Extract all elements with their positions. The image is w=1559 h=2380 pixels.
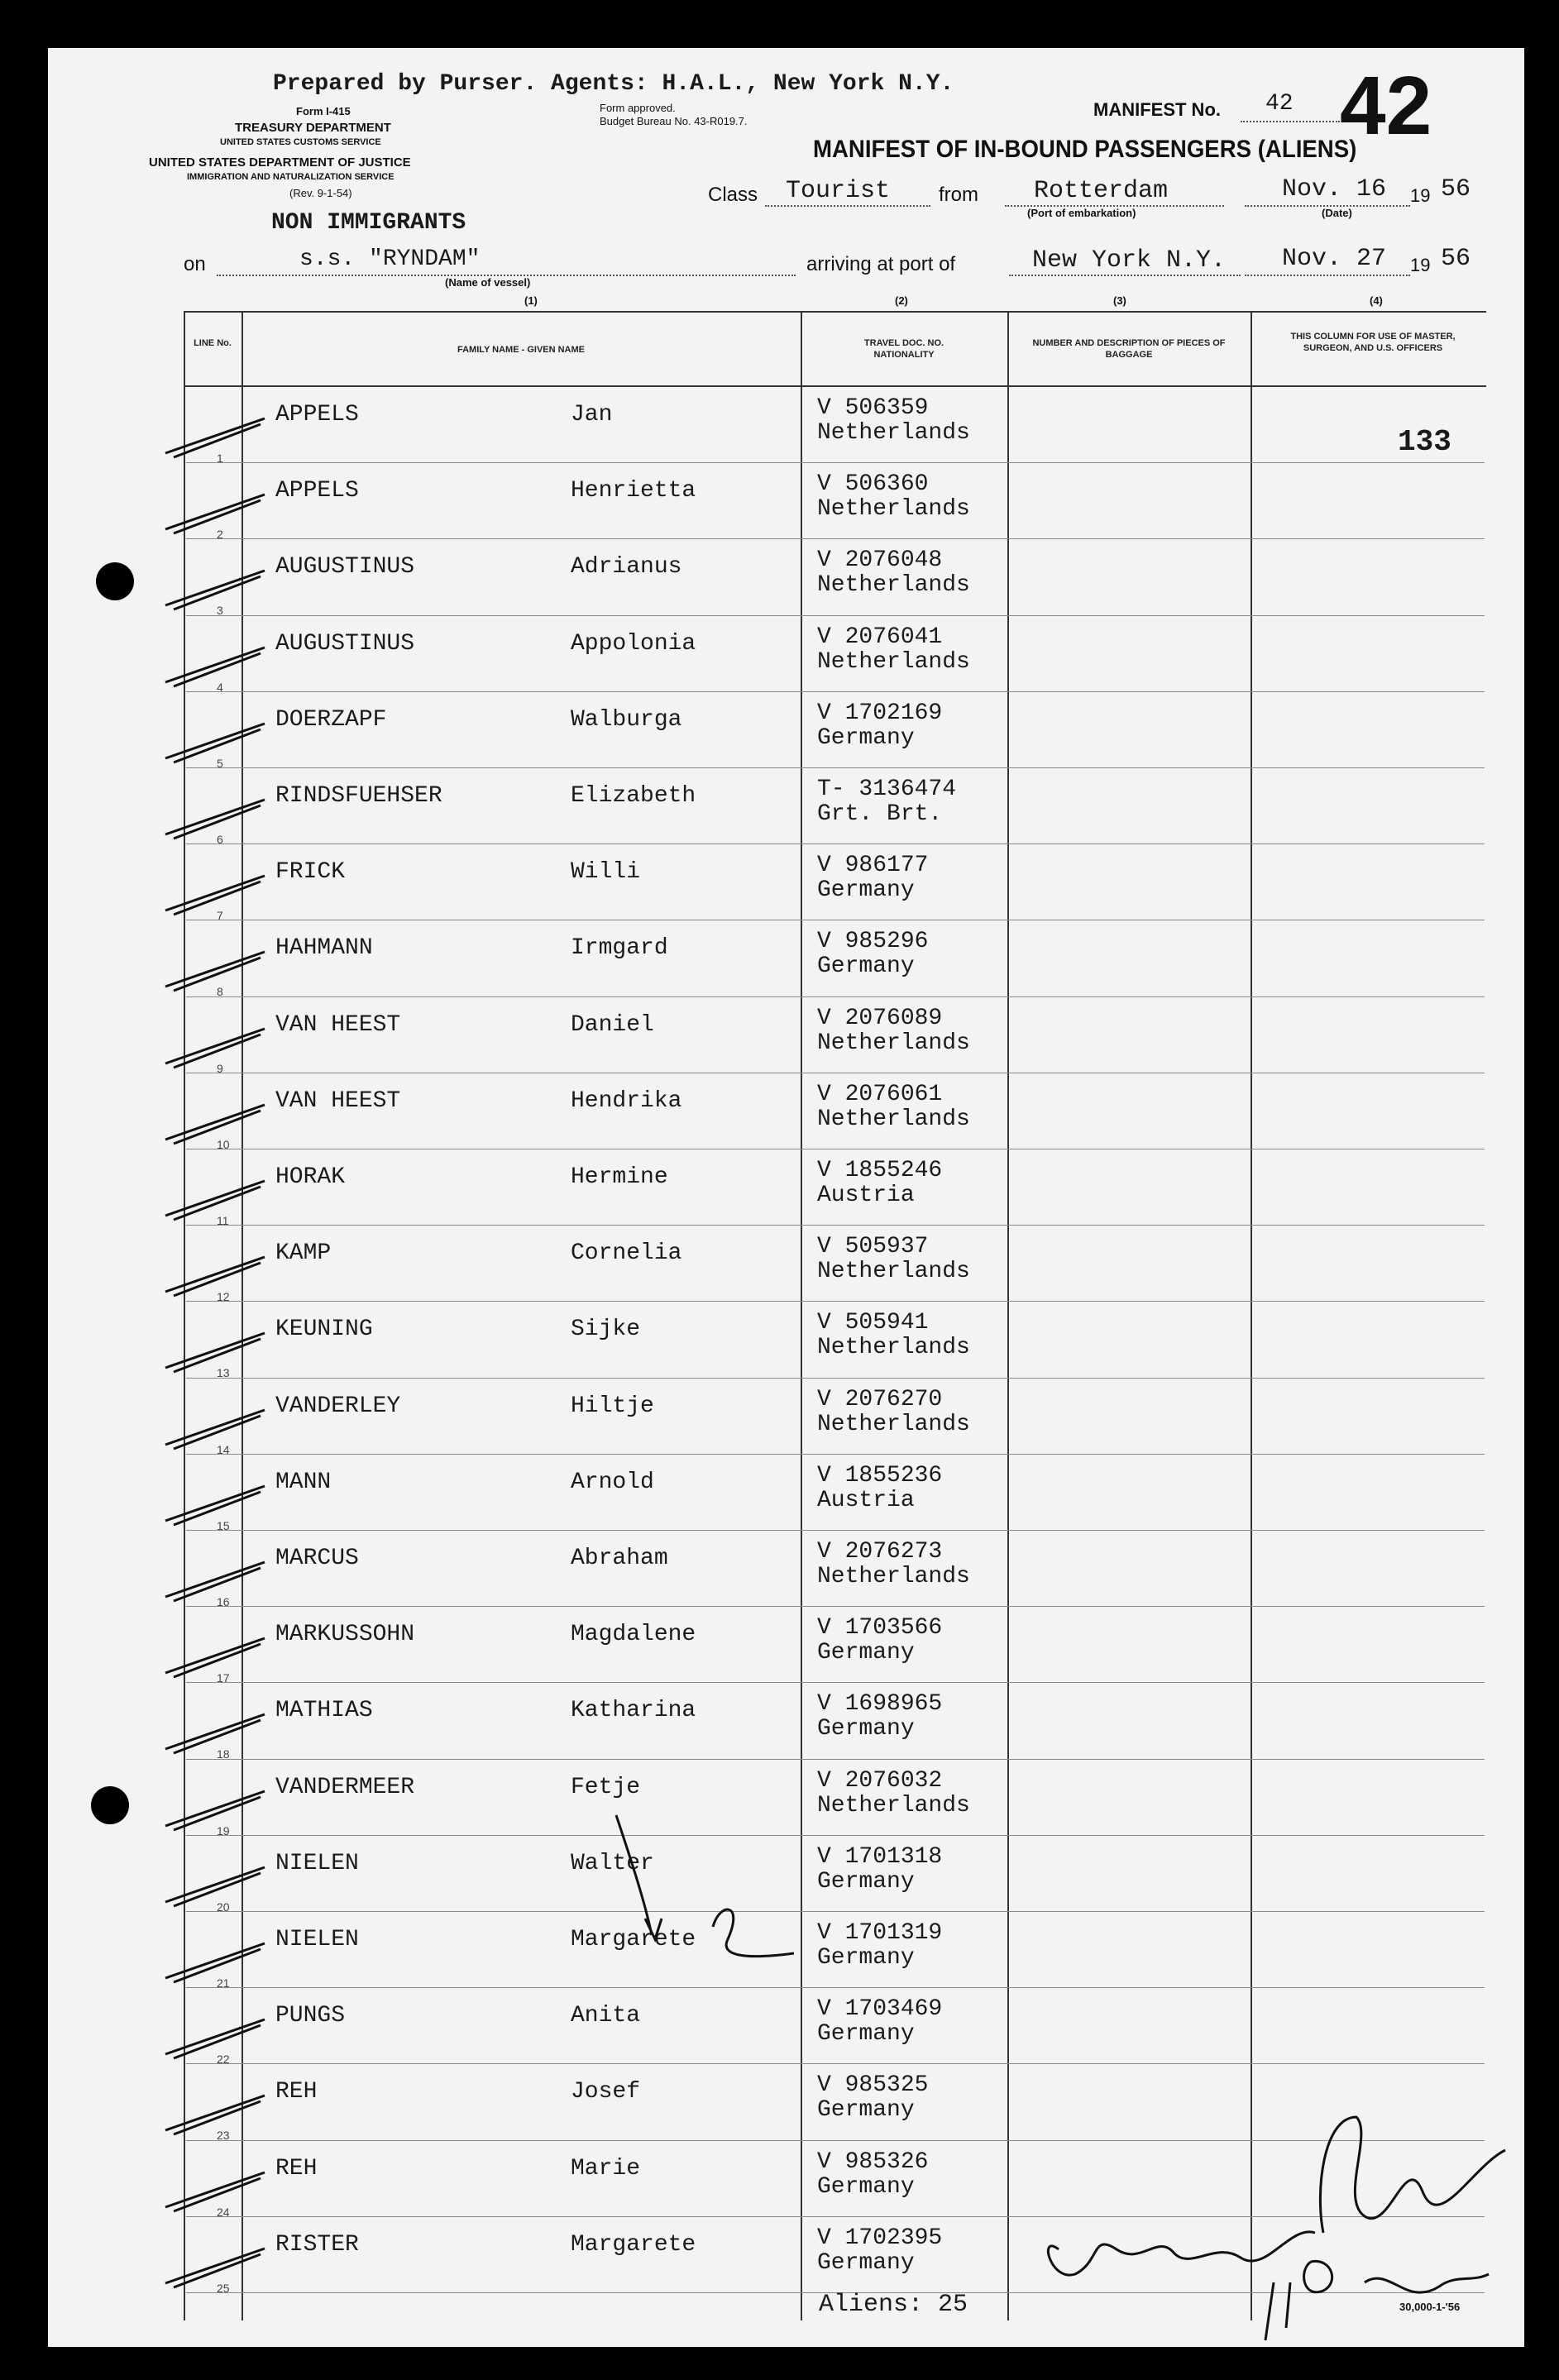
arrival-date: Nov. 27 bbox=[1282, 245, 1387, 273]
nationality: Germany bbox=[817, 1716, 915, 1742]
line-number: 18 bbox=[217, 1747, 230, 1761]
family-name: REH bbox=[275, 2155, 318, 2182]
family-name: HAHMANN bbox=[275, 935, 373, 962]
line-number: 6 bbox=[217, 833, 223, 846]
nationality: Netherlands bbox=[817, 496, 970, 523]
given-name: Hiltje bbox=[571, 1393, 654, 1419]
family-name: MARKUSSOHN bbox=[275, 1622, 415, 1648]
family-name: VANDERMEER bbox=[275, 1774, 415, 1800]
arrival-year: 56 bbox=[1441, 245, 1471, 273]
given-name: Walburga bbox=[571, 706, 682, 733]
family-name: NIELEN bbox=[275, 1850, 359, 1876]
given-name: Elizabeth bbox=[571, 783, 696, 809]
col-header-baggage: NUMBER AND DESCRIPTION OF PIECES OF BAGGAGE bbox=[1032, 338, 1226, 360]
family-name: APPELS bbox=[275, 478, 359, 504]
on-label: on bbox=[184, 253, 206, 275]
family-name: HORAK bbox=[275, 1164, 346, 1190]
nationality: Germany bbox=[817, 2173, 915, 2200]
given-name: Katharina bbox=[571, 1698, 696, 1724]
family-name: KEUNING bbox=[275, 1317, 373, 1343]
travel-doc-number: V 2076089 bbox=[817, 1005, 943, 1031]
nationality: Germany bbox=[817, 1640, 915, 1666]
nationality: Netherlands bbox=[817, 1564, 970, 1589]
line-number: 7 bbox=[217, 909, 223, 923]
family-name: MANN bbox=[275, 1469, 332, 1495]
line-number: 23 bbox=[217, 2129, 230, 2143]
nationality: Netherlands bbox=[817, 572, 970, 599]
given-name: Jan bbox=[571, 402, 613, 428]
given-name: Daniel bbox=[571, 1011, 654, 1038]
travel-doc-number: V 506359 bbox=[817, 395, 929, 421]
family-name: FRICK bbox=[275, 859, 346, 886]
nationality: Netherlands bbox=[817, 1335, 970, 1361]
given-name: Willi bbox=[571, 859, 641, 886]
given-name: Josef bbox=[571, 2079, 641, 2105]
revision-date: (Rev. 9-1-54) bbox=[289, 187, 352, 199]
given-name: Irmgard bbox=[571, 935, 668, 962]
col-header-line: LINE No. bbox=[194, 338, 232, 348]
col-header-officers: THIS COLUMN FOR USE OF MASTER, SURGEON, AND U.S. OFFICERS bbox=[1290, 332, 1456, 353]
col-header-name: FAMILY NAME - GIVEN NAME bbox=[457, 345, 586, 355]
nationality: Netherlands bbox=[817, 648, 970, 675]
line-number: 14 bbox=[217, 1442, 230, 1456]
travel-doc-number: V 985325 bbox=[817, 2072, 929, 2099]
given-name: Cornelia bbox=[571, 1240, 682, 1267]
nationality: Germany bbox=[817, 2249, 915, 2276]
travel-doc-number: V 505941 bbox=[817, 1310, 929, 1336]
travel-doc-number: V 1698965 bbox=[817, 1691, 943, 1718]
arriving-label: arriving at port of bbox=[806, 253, 956, 275]
departure-date: Nov. 16 bbox=[1282, 175, 1387, 203]
family-name: REH bbox=[275, 2079, 318, 2105]
from-label: from bbox=[939, 184, 978, 206]
family-name: RISTER bbox=[275, 2231, 359, 2258]
nationality: Netherlands bbox=[817, 1792, 970, 1818]
given-name: Anita bbox=[571, 2003, 641, 2029]
nationality: Netherlands bbox=[817, 1259, 970, 1285]
travel-doc-number: V 506360 bbox=[817, 471, 929, 498]
manifest-title: MANIFEST OF IN-BOUND PASSENGERS (ALIENS) bbox=[813, 136, 1357, 163]
given-name: Adrianus bbox=[571, 554, 682, 581]
port-embarkation-caption: (Port of embarkation) bbox=[1027, 207, 1136, 219]
col-num-2: (2) bbox=[895, 294, 908, 307]
given-name: Hendrika bbox=[571, 1087, 682, 1114]
form-number: Form I-415 bbox=[296, 105, 351, 117]
line-number: 20 bbox=[217, 1900, 230, 1914]
family-name: MATHIAS bbox=[275, 1698, 373, 1724]
line-number: 21 bbox=[217, 1976, 230, 1990]
given-name: Margarete bbox=[571, 1927, 696, 1952]
line-number: 3 bbox=[217, 604, 223, 618]
travel-doc-number: V 1701318 bbox=[817, 1843, 943, 1870]
travel-doc-number: V 2076273 bbox=[817, 1539, 943, 1565]
line-number: 9 bbox=[217, 1061, 223, 1075]
line-number: 19 bbox=[217, 1823, 230, 1838]
class-label: Class bbox=[708, 184, 758, 206]
col-num-4: (4) bbox=[1370, 294, 1383, 307]
treasury-department: TREASURY DEPARTMENT bbox=[235, 121, 391, 135]
family-name: MARCUS bbox=[275, 1546, 359, 1571]
family-name: APPELS bbox=[275, 402, 359, 428]
immigration-service: IMMIGRATION AND NATURALIZATION SERVICE bbox=[187, 172, 395, 182]
travel-doc-number: V 1703566 bbox=[817, 1615, 943, 1642]
department-of-justice: UNITED STATES DEPARTMENT OF JUSTICE bbox=[149, 155, 411, 170]
nationality: Germany bbox=[817, 1868, 915, 1895]
vessel-caption: (Name of vessel) bbox=[445, 276, 531, 289]
line-number: 12 bbox=[217, 1290, 230, 1304]
manifest-no-value: 42 bbox=[1265, 91, 1294, 117]
line-number: 24 bbox=[217, 2205, 230, 2219]
nationality: Netherlands bbox=[817, 1030, 970, 1056]
given-name: Abraham bbox=[571, 1546, 668, 1571]
travel-doc-number: V 1702395 bbox=[817, 2225, 943, 2251]
date-caption: (Date) bbox=[1322, 207, 1352, 219]
nationality: Germany bbox=[817, 877, 915, 904]
line-number: 11 bbox=[217, 1214, 229, 1227]
travel-doc-number: V 2076041 bbox=[817, 624, 943, 650]
line-number: 8 bbox=[217, 985, 223, 999]
line-number: 2 bbox=[217, 528, 223, 542]
line-number: 25 bbox=[217, 2281, 230, 2295]
family-name: VAN HEEST bbox=[275, 1011, 401, 1038]
manifest-no-label: MANIFEST No. bbox=[1093, 99, 1221, 120]
family-name: VANDERLEY bbox=[275, 1393, 401, 1419]
col-num-1: (1) bbox=[524, 294, 538, 307]
given-name: Marie bbox=[571, 2155, 641, 2182]
line-number: 17 bbox=[217, 1671, 230, 1685]
officer-note: 133 bbox=[1398, 425, 1451, 459]
departure-year-prefix: 19 bbox=[1410, 185, 1431, 206]
given-name: Margarete bbox=[571, 2231, 696, 2258]
travel-doc-number: V 2076061 bbox=[817, 1081, 943, 1107]
manifest-no-large: 42 bbox=[1340, 60, 1432, 152]
given-name: Hermine bbox=[571, 1164, 668, 1190]
nationality: Austria bbox=[817, 1183, 915, 1208]
travel-doc-number: V 1855236 bbox=[817, 1462, 943, 1489]
given-name: Fetje bbox=[571, 1774, 641, 1800]
travel-doc-number: V 985296 bbox=[817, 929, 929, 955]
family-name: AUGUSTINUS bbox=[275, 630, 415, 657]
given-name: Walter bbox=[571, 1850, 654, 1876]
travel-doc-number: V 986177 bbox=[817, 853, 929, 879]
non-immigrants-label: NON IMMIGRANTS bbox=[271, 210, 466, 236]
given-name: Henrietta bbox=[571, 478, 696, 504]
line-number: 1 bbox=[217, 452, 223, 465]
nationality: Netherlands bbox=[817, 1106, 970, 1132]
col-header-doc: TRAVEL DOC. NO. NATIONALITY bbox=[863, 338, 944, 360]
line-number: 13 bbox=[217, 1366, 230, 1380]
family-name: RINDSFUEHSER bbox=[275, 783, 442, 809]
travel-doc-number: T- 3136474 bbox=[817, 777, 957, 802]
arrival-year-prefix: 19 bbox=[1410, 255, 1431, 275]
family-name: DOERZAPF bbox=[275, 706, 387, 733]
line-number: 10 bbox=[217, 1137, 230, 1151]
class-value: Tourist bbox=[786, 177, 891, 205]
given-name: Sijke bbox=[571, 1317, 641, 1343]
family-name: NIELEN bbox=[275, 1927, 359, 1952]
given-name: Arnold bbox=[571, 1469, 654, 1495]
family-name: VAN HEEST bbox=[275, 1087, 401, 1114]
line-number: 16 bbox=[217, 1595, 230, 1608]
line-number: 4 bbox=[217, 680, 223, 694]
travel-doc-number: V 985326 bbox=[817, 2148, 929, 2175]
travel-doc-number: V 1703469 bbox=[817, 1996, 943, 2023]
travel-doc-number: V 1701319 bbox=[817, 1920, 943, 1946]
form-approved: Form approved. bbox=[600, 102, 676, 114]
nationality: Germany bbox=[817, 2021, 915, 2048]
nationality: Germany bbox=[817, 1945, 915, 1971]
port-of-embarkation: Rotterdam bbox=[1034, 177, 1169, 205]
budget-bureau: Budget Bureau No. 43-R019.7. bbox=[600, 115, 748, 127]
port-of-arrival: New York N.Y. bbox=[1032, 246, 1227, 275]
col-num-3: (3) bbox=[1113, 294, 1126, 307]
given-name: Magdalene bbox=[571, 1622, 696, 1648]
nationality: Grt. Brt. bbox=[817, 801, 943, 827]
family-name: KAMP bbox=[275, 1240, 332, 1267]
given-name: Appolonia bbox=[571, 630, 696, 657]
nationality: Germany bbox=[817, 724, 915, 751]
travel-doc-number: V 2076270 bbox=[817, 1386, 943, 1412]
travel-doc-number: V 1702169 bbox=[817, 700, 943, 726]
family-name: AUGUSTINUS bbox=[275, 554, 415, 581]
nationality: Germany bbox=[817, 953, 915, 980]
print-code: 30,000-1-'56 bbox=[1399, 2301, 1461, 2313]
travel-doc-number: V 2076032 bbox=[817, 1767, 943, 1794]
nationality: Netherlands bbox=[817, 420, 970, 446]
line-number: 5 bbox=[217, 756, 223, 770]
customs-service: UNITED STATES CUSTOMS SERVICE bbox=[220, 137, 381, 147]
line-number: 15 bbox=[217, 1518, 230, 1532]
travel-doc-number: V 1855246 bbox=[817, 1158, 943, 1183]
vessel-name: s.s. "RYNDAM" bbox=[299, 246, 481, 272]
line-number: 22 bbox=[217, 2053, 230, 2067]
travel-doc-number: V 505937 bbox=[817, 1234, 929, 1260]
nationality: Netherlands bbox=[817, 1411, 970, 1437]
prepared-by-line: Prepared by Purser. Agents: H.A.L., New York N.Y. bbox=[273, 71, 954, 97]
travel-doc-number: V 2076048 bbox=[817, 547, 943, 574]
nationality: Germany bbox=[817, 2097, 915, 2124]
departure-year: 56 bbox=[1441, 175, 1471, 203]
nationality: Austria bbox=[817, 1487, 915, 1513]
aliens-total: Aliens: 25 bbox=[819, 2291, 968, 2319]
family-name: PUNGS bbox=[275, 2003, 346, 2029]
